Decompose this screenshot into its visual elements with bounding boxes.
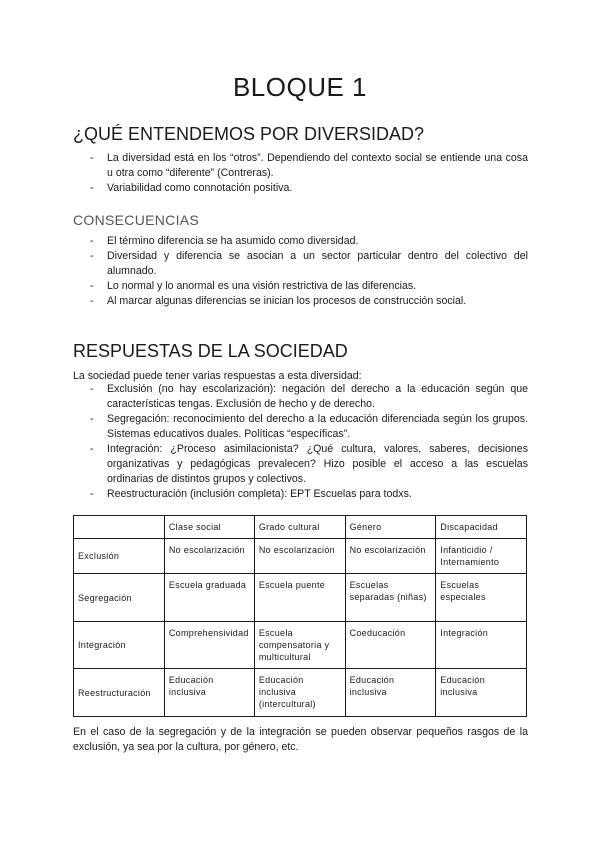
list-item: - Exclusión (no hay escolarización): negación del derecho a la educación según que características tengas. Exclusión de hecho y de derecho.	[73, 382, 528, 412]
table-cell: Comprehensividad	[164, 622, 254, 669]
table-cell: No escolarización	[164, 539, 254, 574]
table-cell: Educación inclusiva	[436, 669, 527, 717]
section-heading-consecuencias: CONSECUENCIAS	[73, 212, 200, 228]
table-cell: Educación inclusiva	[345, 669, 436, 717]
diversidad-list	[73, 151, 528, 196]
table-cell: Integración	[436, 622, 527, 669]
list-item: - El término diferencia se ha asumido como diversidad.	[73, 234, 528, 249]
closing-paragraph: En el caso de la segregación y de la integración se pueden observar pequeños rasgos de la exclusión, ya sea por la cultura, por género, etc.	[73, 726, 528, 753]
table-header-row	[74, 516, 527, 539]
list-item: - Lo normal y lo anormal es una visión restrictiva de las diferencias.	[73, 279, 528, 294]
section-heading-respuestas: RESPUESTAS DE LA SOCIEDAD	[73, 341, 348, 361]
table-header-cell	[74, 516, 165, 539]
page-title: BLOQUE 1	[232, 72, 368, 102]
table-cell: No escolarización	[345, 539, 436, 574]
table-cell: Escuelas especiales	[436, 574, 527, 622]
table-cell: Escuelas separadas (niñas)	[345, 574, 436, 622]
consecuencias-list	[73, 234, 528, 309]
respuestas-list	[73, 382, 528, 502]
list-item: - Segregación: reconocimiento del derecho a la educación diferenciada según los grupos. Sistemas educativos duales. Políticas “específicas”.	[73, 412, 528, 442]
table-header-cell: Clase social	[164, 516, 254, 539]
table-row	[74, 574, 527, 622]
table-cell: Educación inclusiva	[164, 669, 254, 717]
list-item: - Diversidad y diferencia se asocian a un sector particular dentro del colectivo del alumnado.	[73, 249, 528, 279]
row-label: Exclusión	[74, 539, 165, 574]
row-label: Integración	[74, 622, 165, 669]
table-header-cell: Grado cultural	[254, 516, 345, 539]
section-heading-diversidad: ¿QUÉ ENTENDEMOS POR DIVERSIDAD?	[73, 124, 425, 144]
table-header-cell: Discapacidad	[436, 516, 527, 539]
list-item: - Al marcar algunas diferencias se inician los procesos de construcción social.	[73, 294, 528, 309]
table-cell: Infanticidio / Internamiento	[436, 539, 527, 574]
table-row	[74, 539, 527, 574]
table-cell: Educación inclusiva (intercultural)	[254, 669, 345, 717]
row-label: Reestructuración	[74, 669, 165, 717]
list-item: - Variabilidad como connotación positiva.	[73, 181, 528, 196]
respuestas-intro: La sociedad puede tener varias respuestas a esta diversidad:	[73, 370, 362, 382]
diversity-responses-table	[73, 515, 527, 717]
table-header-cell: Género	[345, 516, 436, 539]
list-item: - Integración: ¿Proceso asimilacionista? ¿Qué cultura, valores, saberes, decisiones organizativas y pedagógicas prevalecen? Hizo posible el acceso a las escuelas ordinarias de distintos grupos y colectivos.	[73, 442, 528, 487]
list-item: - La diversidad está en los “otros”. Dependiendo del contexto social se entiende una cosa u otra como “diferente” (Contreras).	[73, 151, 528, 181]
table-cell: Escuela graduada	[164, 574, 254, 622]
table-cell: Coeducación	[345, 622, 436, 669]
table-cell: Escuela puente	[254, 574, 345, 622]
list-item: - Reestructuración (inclusión completa): EPT Escuelas para todxs.	[73, 487, 528, 502]
table-cell: No escolarización	[254, 539, 345, 574]
table-row	[74, 669, 527, 717]
table-row	[74, 622, 527, 669]
row-label: Segregación	[74, 574, 165, 622]
table-cell: Escuela compensatoria y multicultural	[254, 622, 345, 669]
